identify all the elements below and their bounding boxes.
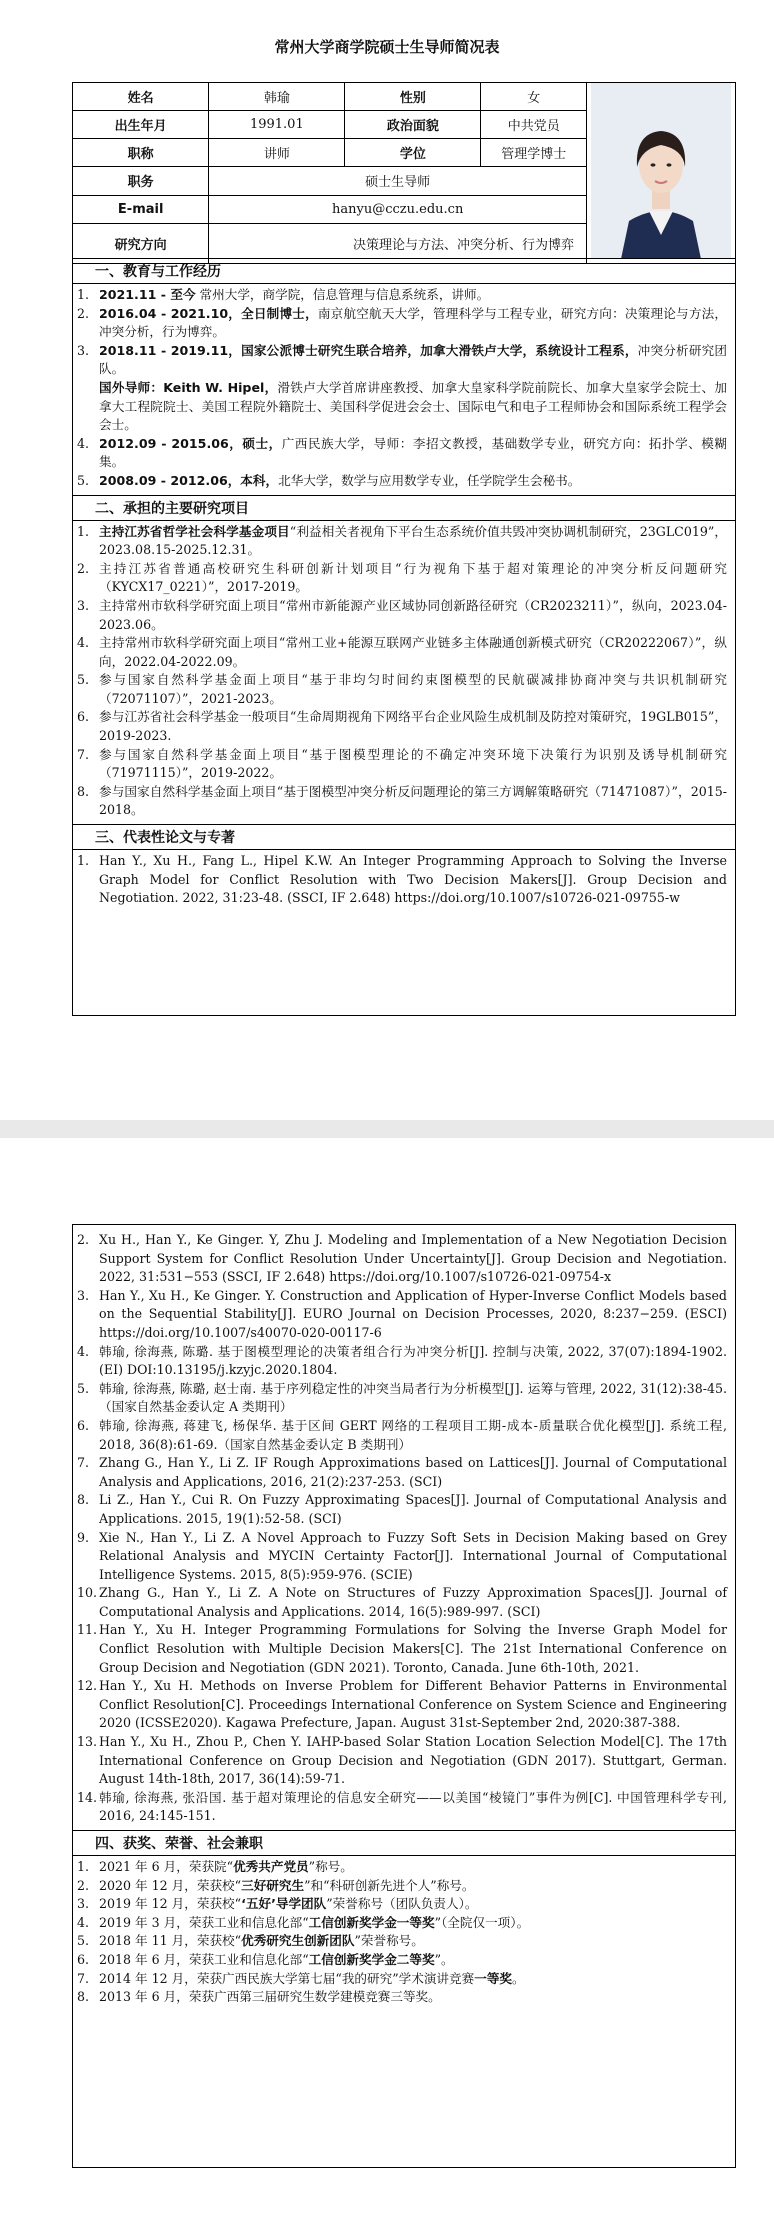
email-value: hanyu@cczu.edu.cn [209,195,587,223]
item-number: 7. [77,1455,90,1471]
politics-label: 政治面貌 [345,111,481,139]
item-text: 。 [512,1970,525,1986]
item-text: 韩瑜, 徐海燕, 陈璐, 赵士南. 基于序列稳定性的冲突当局者行为分析模型[J]. 运筹与管理, 2022, 31(12):38-45.（国家自然基金委认定 A 类期刊） [99,1380,727,1415]
paper-item [77,1621,727,1677]
item-number: 1. [77,1859,90,1874]
paper-item [77,1380,727,1417]
item-number: 9. [77,1529,90,1545]
duty-label: 职务 [73,167,209,195]
item-text: Han Y., Xu H. Integer Programming Formulations for Solving the Inverse Graph Model for Conflict Resolution with Multiple Decision Makers[C]. The 21st International Conference on Group Decision and Negotiation (GDN 2021). Toronto, Canada. June 6th-10th, 2021. [99,1622,727,1675]
item-text: Han Y., Xu H., Fang L., Hipel K.W. An Integer Programming Approach to Solving the Inverse Graph Model for Conflict Resolution with Two Decision Makers[J]. Group Decision and Negotiation. 2022, 31:23-48. (SSCI, IF 2.648) https://doi.org/10.1007/s10726-021-09755-w [99,853,727,906]
item-text: Han Y., Xu H. Methods on Inverse Problem for Different Behavior Patterns in Environmental Conflict Resolution[C]. Proceedings International Conference on System Science and Engineering 2020 (ICSSE2020). Kagawa Prefecture, Japan. August 31st-September 2nd, 2020:387-388. [99,1678,727,1731]
page-2 [0,1138,774,2234]
award-item [77,1858,727,1877]
item-text: 主持江苏省普通高校研究生科研创新计划项目“行为视角下基于超对策理论的冲突分析反问题研究（KYCX17_0221）”，2017-2019。 [99,560,727,595]
item-text: ”和“科研创新先进个人”称号。 [304,1877,475,1893]
edu-item [77,435,727,472]
award-item [77,1970,727,1989]
item-number: 5. [77,1933,90,1949]
item-number: 7. [77,1970,90,1986]
project-item [77,597,727,634]
edu-heading: 一、教育与工作经历 [73,259,735,284]
item-text: 2018 年 11 月，荣获校“ [99,1933,242,1949]
item-number: 5. [77,472,90,488]
project-item [77,671,727,708]
gender-value: 女 [481,83,586,111]
paper-item [77,1417,727,1454]
item-text: 主持常州市软科学研究面上项目“常州市新能源产业区域协同创新路径研究（CR2023211）”，纵向，2023.04-2023.06。 [99,597,727,632]
portrait-photo [591,83,731,259]
item-number: 11. [77,1622,98,1638]
item-number: 4. [77,1343,90,1359]
item-number: 2. [77,1877,90,1893]
item-bold-text: 工信创新奖学金一等奖 [308,1914,435,1930]
item-text: ”荣誉称号。 [354,1933,424,1949]
awards-heading: 四、获奖、荣誉、社会兼职 [73,1830,735,1856]
project-item [77,708,727,745]
birth-value: 1991.01 [209,111,345,139]
papers-heading: 三、代表性论文与专著 [73,824,735,850]
item-text: Xu H., Han Y., Ke Ginger. Y, Zhu J. Modeling and Implementation of a New Negotiation Decision Support System for Conflict Resolution Under Uncertainty[J]. Group Decision and Negotiation. 2022, 31:531−553 (SSCI, IF 2.648) https://doi.org/10.1007/s10726-021-09754-x [99,1232,727,1285]
item-bold-text: ‘五好’导学团队 [241,1896,327,1912]
item-number: 14. [77,1789,98,1805]
item-text: 北华大学，数学与应用数学专业，任学院学生会秘书。 [278,472,581,488]
item-text: ”。 [434,1951,454,1967]
item-text: 2019 年 12 月，荣获校“ [99,1896,242,1912]
item-number: 6. [77,1417,90,1433]
item-bold-text: 2008.09 - 2012.06，本科， [99,472,279,488]
page-title: 常州大学商学院硕士生导师简况表 [274,38,500,56]
duty-value: 硕士生导师 [209,167,587,195]
item-text: Li Z., Han Y., Cui R. On Fuzzy Approximating Spaces[J]. Journal of Computational Analysis and Applications. 2015, 19(1):52-58. (SCI) [99,1492,727,1526]
item-bold-text: 2018.11 - 2019.11，国家公派博士研究生联合培养，加拿大滑铁卢大学，系统设计工程系， [99,342,638,358]
paper-item [77,852,727,908]
award-item [77,1914,727,1933]
degree-label: 学位 [345,139,481,167]
item-text: 韩瑜, 徐海燕, 蒋建飞, 杨保华. 基于区间 GERT 网络的工程项目工期-成本-质量联合优化模型[J]. 系统工程, 2018, 36(8):61-69.（国家自然基金委认定 B 类期刊） [99,1417,727,1452]
project-item [77,634,727,671]
item-number: 3. [77,597,90,613]
paper-item [77,1491,727,1528]
item-text: Xie N., Han Y., Li Z. A Novel Approach to Fuzzy Soft Sets in Decision Making based on Grey Relational Analysis and MYCIN Certainty Factor[J]. International Journal of Computational Intelligence Systems. 2015, 8(5):959-976. (SCIE) [99,1529,727,1582]
award-item [77,1895,727,1914]
award-item [77,1951,727,1970]
item-text: 2013 年 6 月，荣获广西第三届研究生数学建模竞赛三等奖。 [99,1989,441,2005]
item-number: 1. [77,523,90,539]
degree-value: 管理学博士 [481,139,586,167]
item-bold-text: 2021.11 - 至今 [99,287,196,302]
item-text: 参与国家自然科学基金面上项目“基于非均匀时间约束图模型的民航碳减排协商冲突与共识机制研究（72071107）”，2021-2023。 [99,672,727,706]
email-label: E-mail [73,195,209,223]
papers-list [73,850,735,912]
awards-list [73,1856,735,2011]
gender-label: 性别 [345,83,481,111]
item-text: Han Y., Xu H., Zhou P., Chen Y. IAHP-based Solar Station Location Selection Model[C]. The 17th International Conference on Group Decision and Negotiation (GDN 2017). Stuttgart, German. August 14th-18th, 2017, 36(14):59-71. [99,1734,727,1787]
item-number: 3. [77,1896,90,1912]
name-value: 韩瑜 [209,83,345,111]
item-number: 13. [77,1734,98,1750]
item-bold-text: 工信创新奖学金二等奖 [308,1951,435,1967]
title-label: 职称 [73,139,209,167]
item-text: 南京航空航天大学，管理科学与工程专业，研究方向：决策理论与方法，冲突分析，行为博弈。 [99,305,728,340]
item-bold-text: 主持江苏省哲学社会科学基金项目 [99,523,290,539]
award-item [77,1932,727,1951]
item-number: 2. [77,560,90,576]
paper-item [77,1287,727,1343]
item-bold-text: 三好研究生 [241,1877,305,1893]
item-text: Zhang G., Han Y., Li Z. IF Rough Approximations based on Lattices[J]. Journal of Computational Analysis and Applications, 2016, 21(2):237-253. (SCI) [99,1455,727,1489]
edu-item [77,286,727,305]
item-text: 广西民族大学，导师：李招文教授，基础数学专业，研究方向：拓扑学、模糊集。 [99,435,727,470]
item-bold-text: 优秀共产党员 [233,1859,309,1874]
item-text: 韩瑜, 徐海燕, 张沿国. 基于超对策理论的信息安全研究——以美国“棱镜门”事件为例[C]. 中国管理科学专刊, 2016, 24:145-151. [99,1789,727,1824]
politics-value: 中共党员 [481,111,586,139]
item-number: 8. [77,1492,90,1508]
item-text: 参与国家自然科学基金面上项目“基于图模型冲突分析反问题理论的第三方调解策略研究（71471087）”，2015-2018。 [99,783,727,818]
paper-item [77,1677,727,1733]
item-text: 韩瑜, 徐海燕, 陈璐. 基于图模型理论的决策者组合行为冲突分析[J]. 控制与决策, 2022, 37(07):1894-1902. (EI) DOI:10.13195/j.kzyjc.2020.1804. [99,1343,727,1378]
page-gap [0,1120,774,1138]
item-number: 8. [77,1989,90,2005]
research-value: 决策理论与方法、冲突分析、行为博弈 [209,223,587,263]
item-number: 1. [77,287,90,302]
item-number: 7. [77,746,90,762]
papers-list-continued [73,1225,735,1830]
item-text: 2018 年 6 月，荣获工业和信息化部“ [99,1951,309,1967]
item-number: 4. [77,635,90,651]
page2-sections [72,1224,736,2168]
projects-list [73,521,735,825]
item-text: ”称号。 [308,1859,353,1874]
project-item [77,746,727,783]
edu-item [77,472,727,491]
item-number: 3. [77,342,90,358]
award-item [77,1877,727,1896]
item-bold-text: 2012.09 - 2015.06，硕士， [99,435,282,451]
paper-item [77,1343,727,1380]
research-label: 研究方向 [73,223,209,263]
item-text: Han Y., Xu H., Ke Ginger. Y. Construction and Application of Hyper-Inverse Conflict Models based on the Sequential Stability[J]. EURO Journal on Decision Processes, 2020, 8:237−259. (ESCI) https://doi.org/10.1007/s40070-020-00117-6 [99,1287,727,1340]
item-number: 2. [77,305,90,321]
paper-item [77,1231,727,1287]
item-number: 3. [77,1287,90,1303]
item-number: 12. [77,1678,98,1694]
item-bold-text: 优秀研究生创新团队 [241,1933,355,1949]
item-text: Zhang G., Han Y., Li Z. A Note on Structures of Fuzzy Approximation Spaces[J]. Journal of Computational Analysis and Applications. 2014, 16(5):989-997. (SCI) [99,1585,727,1619]
item-text: ”荣誉称号（团队负责人）。 [326,1896,478,1912]
edu-item [77,342,727,435]
item-text: “利益相关者视角下平台生态系统价值共毁冲突协调机制研究，23GLC019”，2023.08.15-2025.12.31。 [99,523,728,558]
project-item [77,783,727,820]
item-bold-text: 一等奖 [474,1970,512,1986]
project-item [77,523,727,560]
item-number: 10. [77,1585,98,1601]
item-text: 2020 年 12 月，荣获校“ [99,1877,242,1893]
project-item [77,560,727,597]
projects-heading: 二、承担的主要研究项目 [73,495,735,521]
item-text: 参与江苏省社会科学基金一般项目“生命周期视角下网络平台企业风险生成机制及防控对策研究，19GLB015”，2019-2023. [99,709,727,744]
item-text: 主持常州市软科学研究面上项目“常州工业+能源互联网产业链多主体融通创新模式研究（CR20222067）”，纵向，2022.04-2022.09。 [99,635,727,669]
item-number: 6. [77,1951,90,1967]
item-text: 滑铁卢大学首席讲座教授、加拿大皇家科学院前院长、加拿大皇家学会院士、加拿大工程院院士、美国工程院外籍院士、美国科学促进会会士、国际电气和电子工程师协会和国际系统工程学会会士。 [99,379,727,433]
page1-sections [72,258,736,1016]
photo-cell [586,83,735,264]
item-number: 5. [77,672,90,688]
item-number: 1. [77,853,90,869]
edu-item [77,305,727,342]
item-number: 2. [77,1232,90,1247]
item-bold-text: 国外导师：Keith W. Hipel， [99,379,278,395]
paper-item [77,1454,727,1491]
item-text: ”（全院仅一项）。 [434,1914,530,1930]
paper-item [77,1733,727,1789]
name-label: 姓名 [73,83,209,111]
item-bold-text: 2016.04 - 2021.10，全日制博士， [99,305,318,321]
item-number: 8. [77,783,90,799]
edu-list [73,284,735,495]
paper-item [77,1789,727,1826]
info-table [72,82,736,264]
item-text: 2014 年 12 月，荣获广西民族大学第七届“我的研究”学术演讲竞赛 [99,1970,475,1986]
award-item [77,1988,727,2007]
item-text: 冲突分析研究团队。 [99,342,728,377]
title-value: 讲师 [209,139,345,167]
item-text: 常州大学，商学院，信息管理与信息系统系，讲师。 [195,287,490,302]
item-number: 4. [77,1914,90,1930]
item-number: 4. [77,435,90,451]
paper-item [77,1529,727,1585]
item-text: 2019 年 3 月，荣获工业和信息化部“ [99,1914,309,1930]
item-text: 2021 年 6 月，荣获院“ [99,1859,234,1874]
item-number: 6. [77,709,90,725]
paper-item [77,1584,727,1621]
item-text: 参与国家自然科学基金面上项目“基于图模型理论的不确定冲突环境下决策行为识别及诱导机制研究（71971115）”，2019-2022。 [99,746,727,781]
birth-label: 出生年月 [73,111,209,139]
item-number: 5. [77,1380,90,1396]
